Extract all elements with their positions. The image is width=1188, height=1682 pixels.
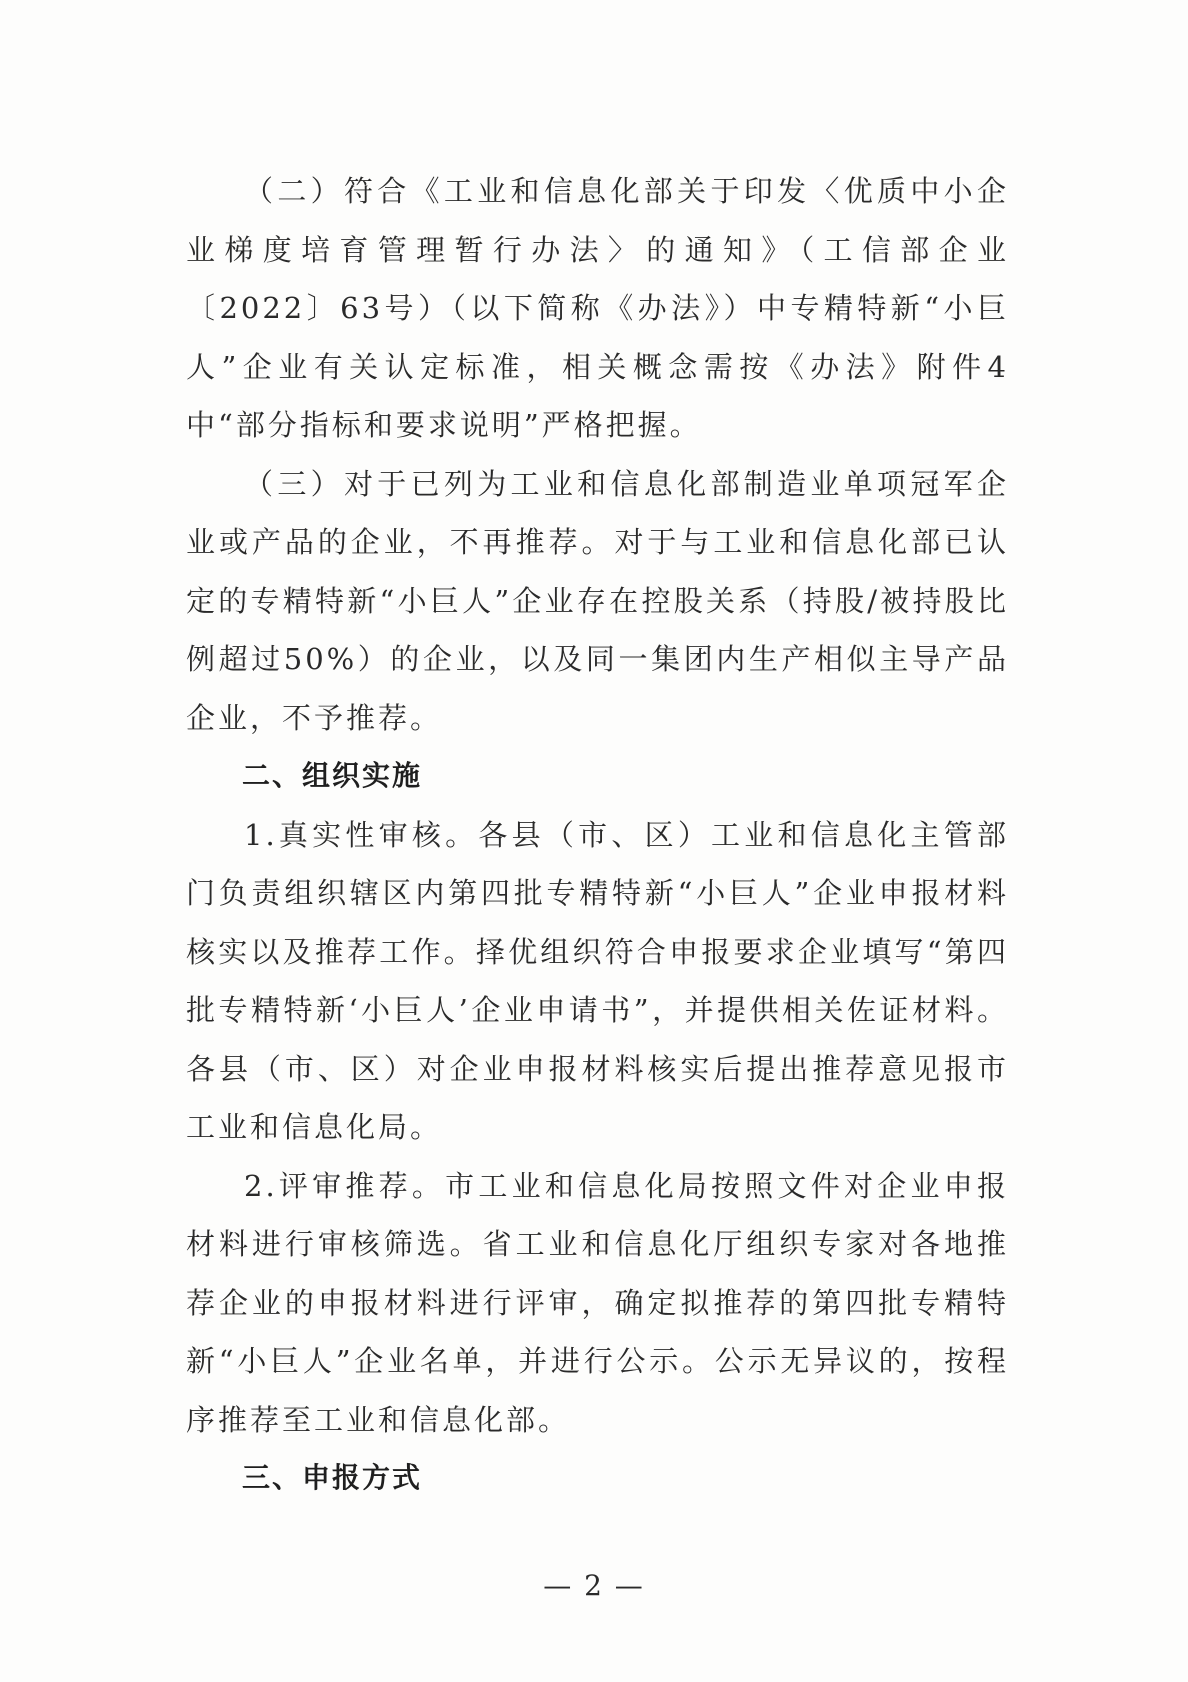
paragraph-authenticity-review: 1.真实性审核。各县（市、区）工业和信息化主管部门负责组织辖区内第四批专精特新“小巨人”企业申报材料核实以及推荐工作。择优组织符合申报要求企业填写“第四批专精特新‘小巨人’企业申请书”，并提供相关佐证材料。各县（市、区）对企业申报材料核实后提出推荐意见报市工业和信息化局。 <box>186 817 1009 1144</box>
document-body <box>186 162 1009 1508</box>
paragraph-evaluation-recommendation: 2.评审推荐。市工业和信息化局按照文件对企业申报材料进行审核筛选。省工业和信息化厅组织专家对各地推荐企业的申报材料进行评审，确定拟推荐的第四批专精特新“小巨人”企业名单，并进行公示。公示无异议的，按程序推荐至工业和信息化部。 <box>186 1168 1009 1437</box>
page-number: — 2 — <box>543 1569 645 1602</box>
section-heading-organization: 二、组织实施 <box>242 759 423 792</box>
section-heading-application-method: 三、申报方式 <box>242 1461 423 1494</box>
paragraph-criteria: （二）符合《工业和信息化部关于印发〈优质中小企业梯度培育管理暂行办法〉的通知》（工信部企业〔2022〕63号）（以下简称《办法》）中专精特新“小巨人”企业有关认定标准，相关概念需按《办法》附件4中“部分指标和要求说明”严格把握。 <box>186 174 1009 442</box>
paragraph-exclusions: （三）对于已列为工业和信息化部制造业单项冠军企业或产品的企业，不再推荐。对于与工业和信息化部已认定的专精特新“小巨人”企业存在控股关系（持股/被持股比例超过50%）的企业，以及同一集团内生产相似主导产品企业，不予推荐。 <box>186 466 1009 735</box>
